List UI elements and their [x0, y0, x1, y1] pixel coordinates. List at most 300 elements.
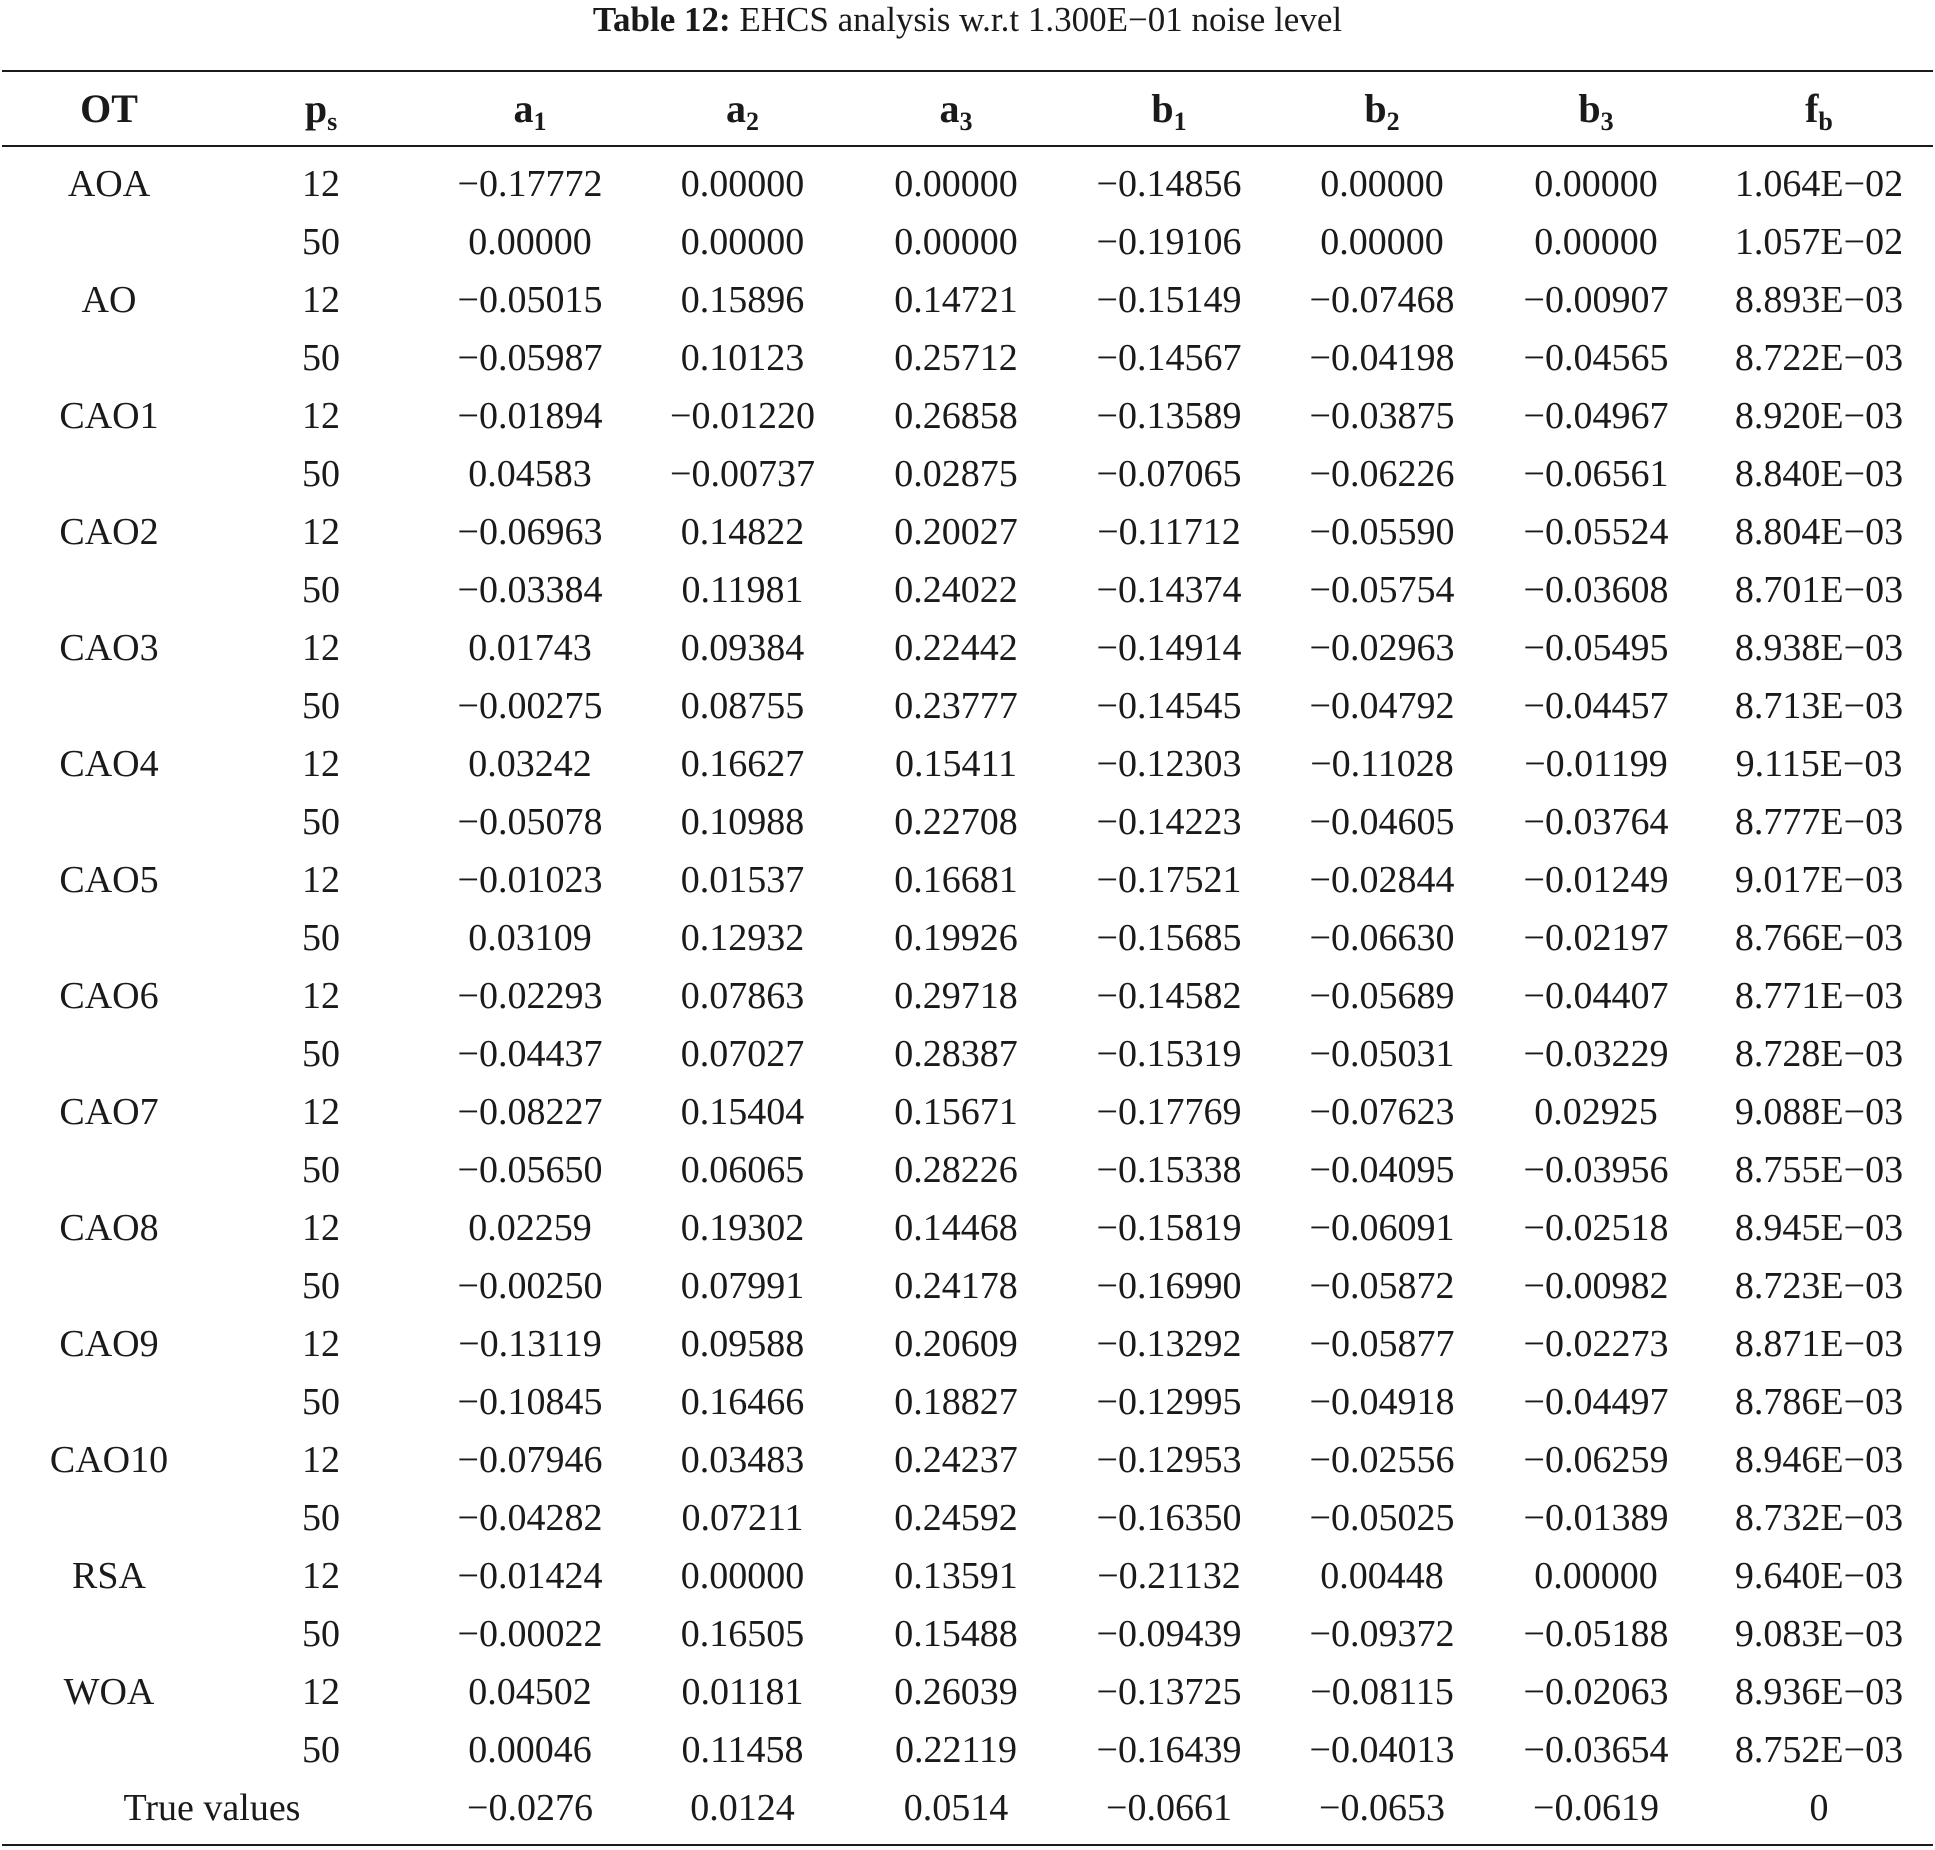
cell-b1: −0.14374	[1096, 569, 1242, 611]
col-header-a1: $a_1$	[513, 86, 547, 136]
cell-ps: 50	[302, 1149, 340, 1191]
cell-a3: 0.28226	[894, 1149, 1018, 1191]
cell-b1: −0.15338	[1096, 1149, 1242, 1191]
cell-fb: 8.946E−03	[1734, 1439, 1904, 1481]
bottom-rule	[2, 1844, 1933, 1846]
cell-ps: 12	[302, 511, 340, 553]
cell-b2: −0.07468	[1309, 279, 1455, 321]
cell-b1: −0.07065	[1096, 453, 1242, 495]
cell-a3: 0.24178	[894, 1265, 1018, 1307]
cell-b3: 0.00000	[1534, 163, 1658, 205]
cell-a1: −0.03384	[457, 569, 603, 611]
cell-ps: 12	[302, 743, 340, 785]
cell-b3: −0.03956	[1523, 1149, 1669, 1191]
cell-b3: −0.02518	[1523, 1207, 1669, 1249]
cell-b3: −0.02197	[1523, 917, 1669, 959]
cell-b3: −0.05495	[1523, 627, 1669, 669]
cell-b1: −0.21132	[1097, 1555, 1241, 1597]
cell-a1: 0.04583	[468, 453, 592, 495]
col-header-b1: $b_1$	[1151, 86, 1187, 136]
cell-ot: RSA	[72, 1555, 146, 1597]
table-row	[0, 561, 1935, 619]
cell-b2: −0.05877	[1309, 1323, 1455, 1365]
cell-a1: −0.04282	[457, 1497, 603, 1539]
cell-b1: −0.16990	[1096, 1265, 1242, 1307]
cell-ot	[0, 1489, 218, 1547]
cell-a3: 0.22119	[894, 1729, 1018, 1771]
cell-b2: −0.06630	[1309, 917, 1455, 959]
cell-b3: −0.03229	[1523, 1033, 1669, 1075]
cell-a3: 0.23777	[894, 685, 1018, 727]
cell-a1: −0.01424	[457, 1555, 603, 1597]
cell-a2: 0.00000	[680, 221, 805, 263]
cell-b2: −0.05689	[1309, 975, 1455, 1017]
cell-fb: 8.936E−03	[1734, 1671, 1904, 1713]
cell-b2: 0.00448	[1320, 1555, 1444, 1597]
cell-ps: 50	[302, 1033, 340, 1075]
cell-ps: 50	[302, 1613, 340, 1655]
cell-b1: −0.15149	[1096, 279, 1242, 321]
cell-ps: 50	[302, 569, 340, 611]
cell-b1: −0.13725	[1096, 1671, 1242, 1713]
cell-ps: 12	[302, 1323, 340, 1365]
cell-a1: −0.00250	[457, 1265, 603, 1307]
cell-b3: −0.06259	[1523, 1439, 1669, 1481]
cell-a1: −0.00275	[457, 685, 603, 727]
cell-ps: 12	[302, 1439, 340, 1481]
cell-fb: 8.840E−03	[1734, 453, 1904, 495]
col-header-ot: OT	[80, 86, 138, 131]
cell-a3: 0.22442	[894, 627, 1018, 669]
cell-b2: −0.06091	[1309, 1207, 1455, 1249]
cell-b3: −0.01199	[1524, 743, 1668, 785]
caption-text: EHCS analysis w.r.t 1.300E−01 noise level	[739, 0, 1343, 39]
table-row	[0, 1489, 1935, 1547]
cell-a2: 0.11458	[681, 1729, 804, 1771]
cell-b1: −0.17521	[1096, 859, 1242, 901]
table-row	[0, 145, 1935, 213]
cell-a2: 0.15896	[680, 279, 805, 321]
cell-a1: −0.06963	[457, 511, 603, 553]
cell-a2: 0.03483	[680, 1439, 805, 1481]
table-row	[0, 1025, 1935, 1083]
results-table	[0, 72, 1935, 1837]
cell-b2: −0.09372	[1309, 1613, 1455, 1655]
true-b3: −0.0619	[1533, 1787, 1659, 1829]
cell-b3: −0.00907	[1523, 279, 1669, 321]
cell-b3: 0.02925	[1534, 1091, 1658, 1133]
table-caption	[0, 0, 1935, 44]
cell-b1: −0.09439	[1096, 1613, 1242, 1655]
cell-ps: 12	[302, 627, 340, 669]
cell-a3: 0.26858	[894, 395, 1018, 437]
cell-b2: −0.03875	[1309, 395, 1455, 437]
header-row	[0, 72, 1935, 145]
cell-b3: −0.05524	[1523, 511, 1669, 553]
cell-b2: −0.11028	[1310, 743, 1454, 785]
cell-fb: 8.945E−03	[1734, 1207, 1904, 1249]
true-a3: 0.0514	[903, 1787, 1009, 1829]
cell-b1: −0.14545	[1096, 685, 1242, 727]
cell-ot: CAO10	[49, 1439, 169, 1481]
cell-b2: −0.05872	[1309, 1265, 1455, 1307]
table-row	[0, 1083, 1935, 1141]
cell-b2: −0.08115	[1310, 1671, 1454, 1713]
cell-fb: 8.766E−03	[1734, 917, 1904, 959]
cell-ps: 50	[302, 917, 340, 959]
cell-b2: −0.07623	[1309, 1091, 1455, 1133]
cell-ps: 12	[302, 395, 340, 437]
table-row	[0, 387, 1935, 445]
cell-ot	[0, 1373, 218, 1431]
cell-ot	[0, 329, 218, 387]
cell-fb: 8.752E−03	[1734, 1729, 1904, 1771]
table-row	[0, 619, 1935, 677]
cell-a2: 0.15404	[680, 1091, 805, 1133]
cell-a2: 0.14822	[680, 511, 805, 553]
cell-a1: −0.10845	[457, 1381, 603, 1423]
cell-ot: CAO5	[59, 859, 159, 901]
cell-b2: 0.00000	[1320, 163, 1444, 205]
true-values-row	[0, 1779, 1935, 1837]
cell-ot	[0, 561, 218, 619]
cell-fb: 8.713E−03	[1734, 685, 1904, 727]
cell-ps: 50	[302, 1497, 340, 1539]
cell-b3: −0.04497	[1523, 1381, 1669, 1423]
cell-a3: 0.02875	[894, 453, 1018, 495]
cell-a1: −0.01023	[457, 859, 603, 901]
cell-a1: 0.04502	[468, 1671, 592, 1713]
cell-a3: 0.26039	[894, 1671, 1018, 1713]
cell-a2: 0.09588	[680, 1323, 805, 1365]
cell-b1: −0.14582	[1096, 975, 1242, 1017]
cell-b3: −0.05188	[1523, 1613, 1669, 1655]
table-row	[0, 213, 1935, 271]
cell-b3: 0.00000	[1534, 221, 1658, 263]
cell-a2: 0.01181	[681, 1671, 804, 1713]
cell-b3: −0.01389	[1523, 1497, 1669, 1539]
cell-b1: −0.16439	[1096, 1729, 1242, 1771]
table-row	[0, 851, 1935, 909]
caption-label: Table 12:	[592, 0, 731, 39]
cell-b1: −0.19106	[1096, 221, 1242, 263]
cell-b2: −0.06226	[1309, 453, 1455, 495]
cell-a3: 0.15488	[894, 1613, 1018, 1655]
cell-ot	[0, 793, 218, 851]
table-row	[0, 1373, 1935, 1431]
cell-fb: 9.017E−03	[1734, 859, 1904, 901]
cell-a2: 0.07863	[680, 975, 805, 1017]
cell-b3: −0.04565	[1523, 337, 1669, 379]
cell-b2: −0.05754	[1309, 569, 1455, 611]
cell-fb: 9.115E−03	[1735, 743, 1903, 785]
cell-a3: 0.14721	[894, 279, 1018, 321]
table-row	[0, 271, 1935, 329]
cell-a1: −0.00022	[457, 1613, 603, 1655]
cell-a3: 0.13591	[894, 1555, 1018, 1597]
cell-a1: −0.07946	[457, 1439, 603, 1481]
cell-b2: −0.02844	[1309, 859, 1455, 901]
cell-b1: −0.15685	[1096, 917, 1242, 959]
cell-a3: 0.18827	[894, 1381, 1018, 1423]
cell-b2: −0.05031	[1309, 1033, 1455, 1075]
cell-ot	[0, 1605, 218, 1663]
col-header-b3: $b_3$	[1578, 86, 1614, 136]
cell-b2: −0.02963	[1309, 627, 1455, 669]
cell-b1: −0.14914	[1096, 627, 1242, 669]
cell-b1: −0.16350	[1096, 1497, 1242, 1539]
table-row	[0, 445, 1935, 503]
cell-b1: −0.11712	[1097, 511, 1241, 553]
true-b1: −0.0661	[1106, 1787, 1232, 1829]
cell-b1: −0.13292	[1096, 1323, 1242, 1365]
col-header-fb: $f_b$	[1805, 86, 1833, 136]
true-a1: −0.0276	[467, 1787, 593, 1829]
table-row	[0, 1605, 1935, 1663]
cell-a2: 0.11981	[681, 569, 804, 611]
table-row	[0, 1199, 1935, 1257]
cell-a2: 0.01537	[680, 859, 805, 901]
cell-b1: −0.12303	[1096, 743, 1242, 785]
cell-fb: 8.893E−03	[1734, 279, 1904, 321]
cell-ps: 50	[302, 1729, 340, 1771]
table-row	[0, 735, 1935, 793]
cell-ot: CAO2	[59, 511, 159, 553]
cell-b3: −0.06561	[1523, 453, 1669, 495]
cell-ps: 12	[302, 279, 340, 321]
cell-b3: −0.00982	[1523, 1265, 1669, 1307]
cell-a1: −0.08227	[457, 1091, 603, 1133]
cell-ps: 12	[302, 1671, 340, 1713]
cell-fb: 8.777E−03	[1734, 801, 1904, 843]
table-row	[0, 1431, 1935, 1489]
table-row	[0, 967, 1935, 1025]
cell-a2: 0.00000	[680, 163, 805, 205]
cell-a1: 0.00046	[468, 1729, 592, 1771]
cell-a2: 0.06065	[680, 1149, 805, 1191]
cell-b1: −0.12953	[1096, 1439, 1242, 1481]
cell-a1: 0.03109	[468, 917, 592, 959]
cell-b1: −0.14567	[1096, 337, 1242, 379]
cell-a3: 0.20609	[894, 1323, 1018, 1365]
cell-a1: 0.01743	[468, 627, 592, 669]
cell-a1: −0.17772	[457, 163, 603, 205]
cell-b1: −0.12995	[1096, 1381, 1242, 1423]
cell-ot	[0, 1025, 218, 1083]
cell-a3: 0.15411	[894, 743, 1018, 785]
cell-a1: −0.02293	[457, 975, 603, 1017]
cell-b3: −0.03654	[1523, 1729, 1669, 1771]
cell-ps: 12	[302, 859, 340, 901]
cell-a3: 0.24022	[894, 569, 1018, 611]
cell-b3: −0.02063	[1523, 1671, 1669, 1713]
cell-a3: 0.24237	[894, 1439, 1018, 1481]
cell-b1: −0.17769	[1096, 1091, 1242, 1133]
cell-a3: 0.25712	[894, 337, 1018, 379]
cell-b3: −0.04967	[1523, 395, 1669, 437]
table-body	[0, 145, 1935, 1837]
cell-a1: 0.00000	[468, 221, 592, 263]
table-row	[0, 909, 1935, 967]
cell-ot	[0, 677, 218, 735]
cell-a3: 0.28387	[894, 1033, 1018, 1075]
cell-a2: 0.09384	[680, 627, 805, 669]
cell-ps: 12	[302, 975, 340, 1017]
cell-fb: 8.920E−03	[1734, 395, 1904, 437]
table-row	[0, 677, 1935, 735]
cell-b3: −0.03608	[1523, 569, 1669, 611]
cell-ps: 50	[302, 1381, 340, 1423]
true-b2: −0.0653	[1319, 1787, 1445, 1829]
cell-fb: 8.723E−03	[1734, 1265, 1904, 1307]
cell-b2: −0.04198	[1309, 337, 1455, 379]
cell-ps: 50	[302, 801, 340, 843]
table-row	[0, 1663, 1935, 1721]
cell-b3: −0.02273	[1523, 1323, 1669, 1365]
cell-a3: 0.15671	[894, 1091, 1018, 1133]
cell-b2: −0.04792	[1309, 685, 1455, 727]
table-row	[0, 1257, 1935, 1315]
true-values-label: True values	[123, 1787, 301, 1829]
cell-a2: 0.07211	[681, 1497, 804, 1539]
col-header-b2: $b_2$	[1364, 86, 1400, 136]
cell-b3: −0.03764	[1523, 801, 1669, 843]
cell-fb: 8.871E−03	[1734, 1323, 1904, 1365]
cell-ps: 12	[302, 163, 340, 205]
cell-a1: −0.05078	[457, 801, 603, 843]
cell-a3: 0.19926	[894, 917, 1018, 959]
cell-a3: 0.00000	[894, 163, 1018, 205]
cell-a2: 0.12932	[680, 917, 805, 959]
cell-a3: 0.29718	[894, 975, 1018, 1017]
cell-a2: −0.01220	[670, 395, 815, 437]
cell-ot	[0, 1721, 218, 1779]
cell-ot	[0, 1141, 218, 1199]
cell-fb: 8.755E−03	[1734, 1149, 1904, 1191]
cell-b1: −0.13589	[1096, 395, 1242, 437]
table-row	[0, 503, 1935, 561]
cell-a1: −0.05987	[457, 337, 603, 379]
cell-ps: 12	[302, 1207, 340, 1249]
cell-b2: 0.00000	[1320, 221, 1444, 263]
cell-ps: 50	[302, 1265, 340, 1307]
cell-b3: 0.00000	[1534, 1555, 1658, 1597]
cell-a2: 0.19302	[680, 1207, 805, 1249]
cell-b2: −0.04605	[1309, 801, 1455, 843]
cell-ps: 12	[302, 1555, 340, 1597]
table-row	[0, 1547, 1935, 1605]
cell-a3: 0.20027	[894, 511, 1018, 553]
cell-ot: CAO9	[59, 1323, 159, 1365]
cell-ot: CAO4	[59, 743, 159, 785]
cell-ot: CAO1	[59, 395, 159, 437]
cell-b2: −0.05590	[1309, 511, 1455, 553]
cell-a3: 0.00000	[894, 221, 1018, 263]
cell-a2: 0.00000	[680, 1555, 805, 1597]
cell-a1: 0.03242	[468, 743, 592, 785]
cell-ot	[0, 213, 218, 271]
table-row	[0, 1721, 1935, 1779]
cell-ps: 50	[302, 685, 340, 727]
cell-ot	[0, 1257, 218, 1315]
cell-ps: 12	[302, 1091, 340, 1133]
cell-fb: 1.064E−02	[1734, 163, 1904, 205]
cell-fb: 8.786E−03	[1734, 1381, 1904, 1423]
cell-fb: 8.771E−03	[1734, 975, 1904, 1017]
cell-fb: 9.640E−03	[1734, 1555, 1904, 1597]
cell-ot: CAO7	[59, 1091, 159, 1133]
cell-ps: 50	[302, 453, 340, 495]
cell-a1: 0.02259	[468, 1207, 592, 1249]
cell-a2: 0.16466	[680, 1381, 805, 1423]
cell-ot: CAO3	[59, 627, 159, 669]
col-header-ps: $p_s$	[304, 86, 338, 136]
table-row	[0, 793, 1935, 851]
cell-fb: 8.701E−03	[1734, 569, 1904, 611]
cell-b2: −0.02556	[1309, 1439, 1455, 1481]
table-row	[0, 329, 1935, 387]
cell-b1: −0.15319	[1096, 1033, 1242, 1075]
cell-a3: 0.14468	[894, 1207, 1018, 1249]
cell-ot: CAO6	[59, 975, 159, 1017]
cell-ot	[0, 909, 218, 967]
cell-a3: 0.22708	[894, 801, 1018, 843]
cell-ps: 50	[302, 221, 340, 263]
cell-b1: −0.14856	[1096, 163, 1242, 205]
cell-fb: 1.057E−02	[1734, 221, 1904, 263]
cell-a2: 0.16627	[680, 743, 805, 785]
cell-a1: −0.01894	[457, 395, 603, 437]
cell-a2: 0.07027	[680, 1033, 805, 1075]
table-row	[0, 1315, 1935, 1373]
cell-ot: CAO8	[59, 1207, 159, 1249]
true-fb: 0	[1809, 1787, 1829, 1829]
cell-ot: AOA	[67, 163, 151, 205]
cell-b3: −0.01249	[1523, 859, 1669, 901]
col-header-a2: $a_2$	[726, 86, 759, 136]
cell-b1: −0.14223	[1096, 801, 1242, 843]
cell-fb: 8.728E−03	[1734, 1033, 1904, 1075]
cell-a2: 0.10988	[680, 801, 805, 843]
cell-b2: −0.04918	[1309, 1381, 1455, 1423]
col-header-a3: $a_3$	[939, 86, 973, 136]
cell-fb: 9.083E−03	[1734, 1613, 1904, 1655]
cell-a1: −0.05650	[457, 1149, 603, 1191]
cell-a1: −0.04437	[457, 1033, 603, 1075]
cell-a1: −0.05015	[457, 279, 603, 321]
cell-ot: WOA	[63, 1671, 155, 1713]
cell-a2: 0.08755	[680, 685, 805, 727]
cell-fb: 8.732E−03	[1734, 1497, 1904, 1539]
cell-fb: 9.088E−03	[1734, 1091, 1904, 1133]
cell-b2: −0.04013	[1309, 1729, 1455, 1771]
cell-a1: −0.13119	[458, 1323, 602, 1365]
cell-fb: 8.722E−03	[1734, 337, 1904, 379]
true-a2: 0.0124	[690, 1787, 795, 1829]
cell-ps: 50	[302, 337, 340, 379]
cell-b1: −0.15819	[1096, 1207, 1242, 1249]
cell-ot	[0, 445, 218, 503]
cell-fb: 8.804E−03	[1734, 511, 1904, 553]
cell-a2: −0.00737	[670, 453, 815, 495]
cell-b2: −0.04095	[1309, 1149, 1455, 1191]
cell-b2: −0.05025	[1309, 1497, 1455, 1539]
cell-a2: 0.16505	[680, 1613, 805, 1655]
cell-a3: 0.24592	[894, 1497, 1018, 1539]
cell-a2: 0.07991	[680, 1265, 805, 1307]
cell-a3: 0.16681	[894, 859, 1018, 901]
cell-fb: 8.938E−03	[1734, 627, 1904, 669]
